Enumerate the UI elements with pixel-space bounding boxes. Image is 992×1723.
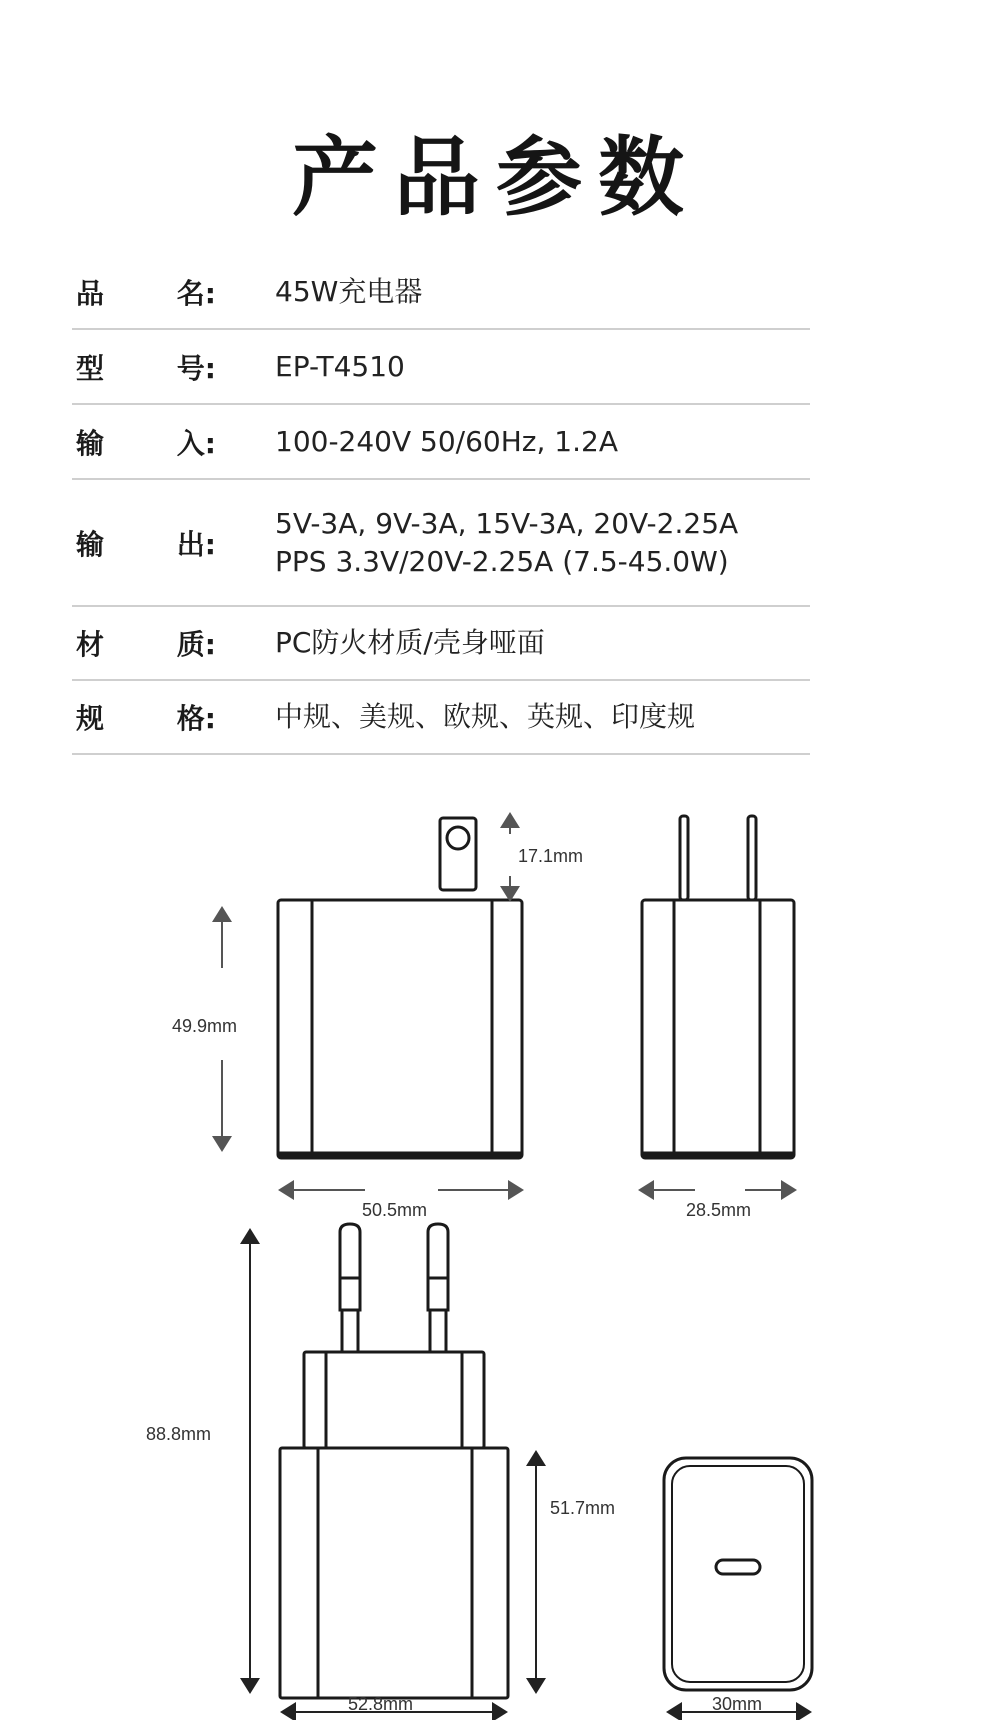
dim-us-width: 50.5mm (362, 1200, 428, 1220)
spec-value: 100-240V 50/60Hz, 1.2A (275, 424, 618, 458)
spec-key-char: 号: (176, 351, 216, 385)
spec-key-char: 规 (76, 702, 105, 735)
spec-table (72, 255, 810, 755)
dim-eu-depth: 30mm (712, 1694, 763, 1714)
spec-row-input (72, 405, 810, 480)
dim-us-depth: 28.5mm (686, 1200, 752, 1220)
spec-key-char: 输 (76, 527, 105, 561)
usb-c-face-drawing (664, 1458, 812, 1690)
spec-key-char: 材 (76, 628, 105, 661)
spec-row-name (72, 255, 810, 330)
spec-value: PC防火材质/壳身哑面 (275, 626, 545, 659)
spec-value: 中规、美规、欧规、英规、印度规 (275, 700, 696, 733)
spec-value: EP-T4510 (275, 349, 405, 383)
eu-plug-front-drawing (280, 1224, 508, 1698)
spec-value-line: 5V-3A, 9V-3A, 15V-3A, 20V-2.25A (275, 506, 739, 540)
us-plug-side-drawing (642, 816, 794, 1158)
spec-key-char: 出: (176, 527, 216, 561)
spec-key-char: 格: (176, 702, 216, 735)
line-drawings (0, 790, 992, 1720)
spec-value: 45W充电器 (275, 274, 423, 308)
page-title: 产品参数 (292, 128, 700, 228)
spec-row-plug-type (72, 681, 810, 755)
dim-eu-total-height: 88.8mm (146, 1424, 212, 1444)
spec-value-line: PPS 3.3V/20V-2.25A (7.5-45.0W) (275, 544, 729, 578)
spec-key-char: 输 (76, 426, 105, 460)
dim-us-height: 49.9mm (172, 1016, 238, 1036)
dim-us-pin-height: 17.1mm (518, 846, 584, 866)
spec-key-char: 名: (176, 276, 216, 310)
us-plug-front-drawing (278, 818, 522, 1158)
dim-eu-body-height: 51.7mm (550, 1498, 616, 1518)
spec-row-output (72, 480, 810, 607)
spec-key-char: 质: (176, 628, 216, 661)
spec-row-material (72, 607, 810, 681)
dim-eu-width: 52.8mm (348, 1694, 414, 1714)
spec-key-char: 型 (76, 351, 105, 385)
dimension-diagram (0, 790, 992, 1720)
spec-row-model (72, 330, 810, 405)
spec-key-char: 品 (76, 276, 105, 310)
spec-key-char: 入: (176, 426, 216, 460)
